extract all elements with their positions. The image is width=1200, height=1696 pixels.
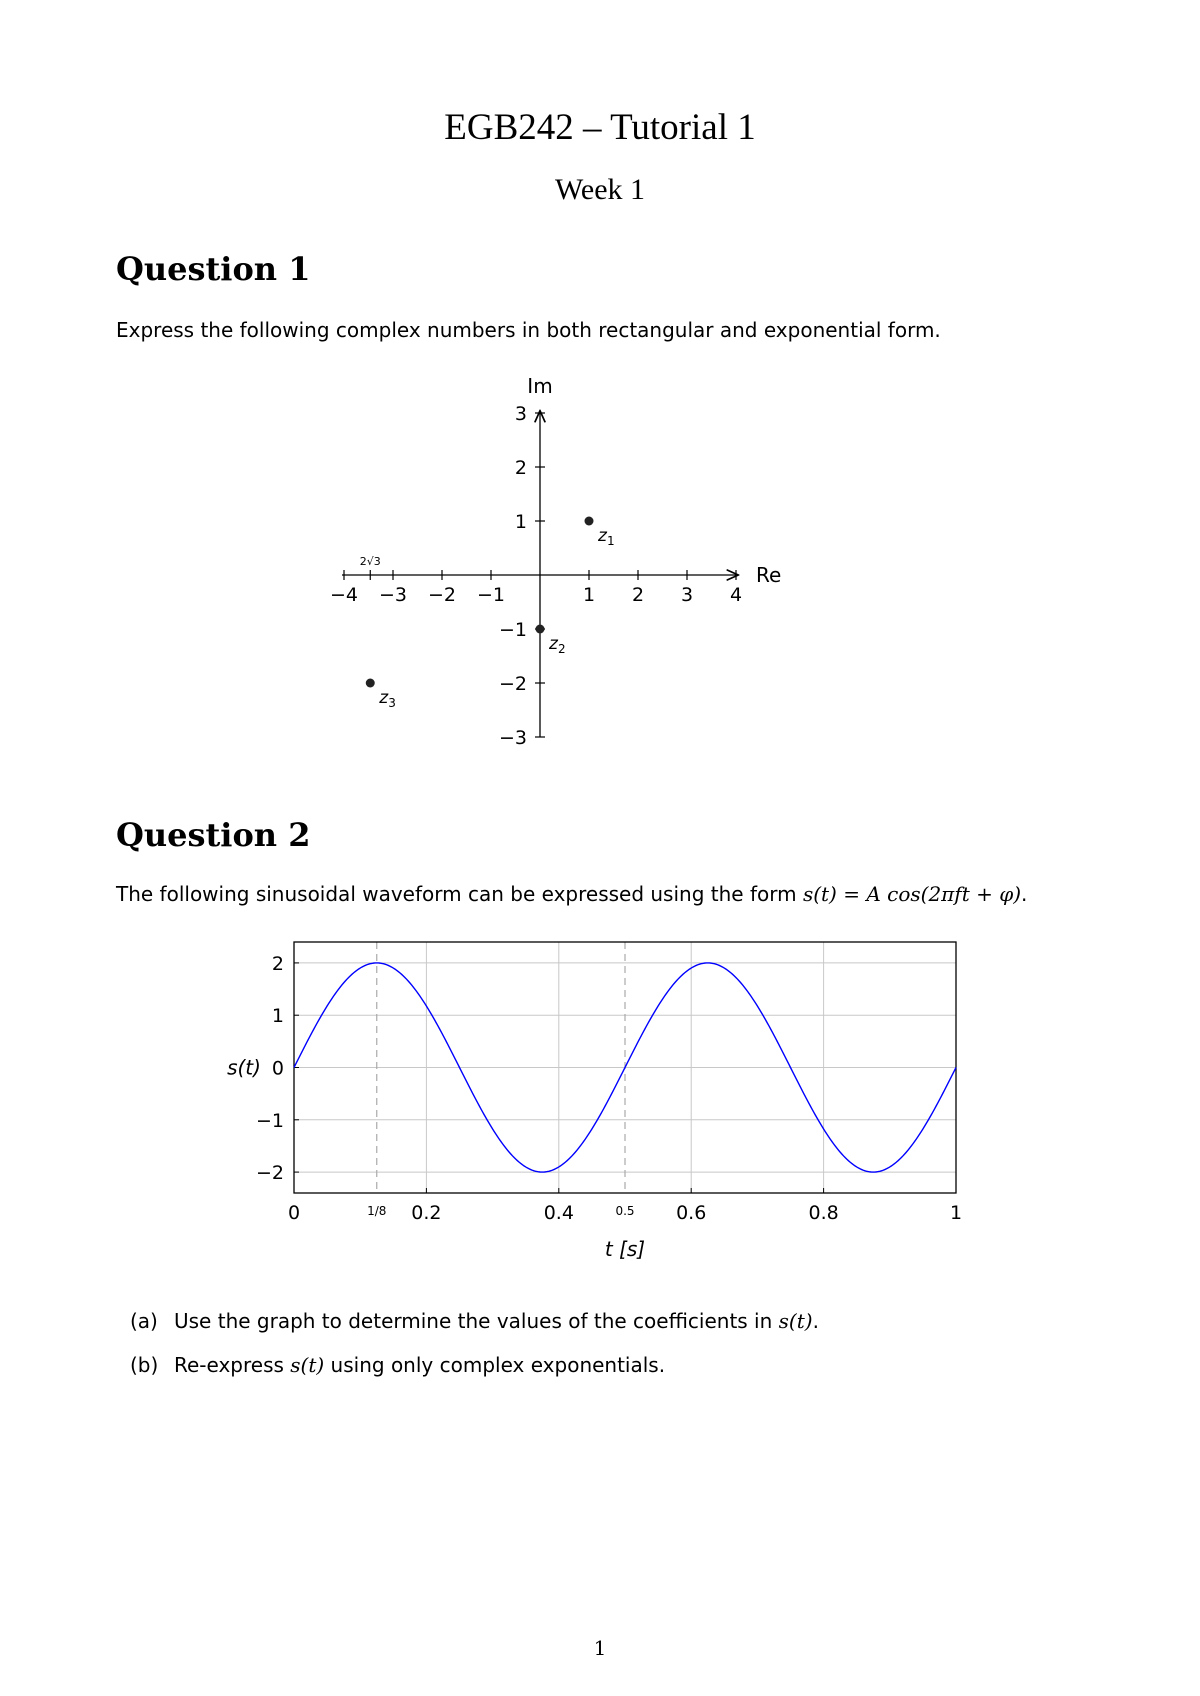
special-tick-label: 2√3 <box>359 555 381 568</box>
question-1-text: Express the following complex numbers in both rectangular and exponential form. <box>116 318 941 342</box>
question-2-part-a <box>130 1309 819 1333</box>
formula-rhs: A cos(2πft + φ) <box>866 882 1022 906</box>
real-axis-label: Re <box>756 563 782 587</box>
y-tick-label: 2 <box>271 952 284 975</box>
question-2-heading: Question 2 <box>116 816 311 854</box>
part-b-label: (b) <box>130 1353 159 1377</box>
point-label-z1: $z_1$ <box>598 526 615 548</box>
x-tick-label: 2 <box>631 584 645 606</box>
question-2-text <box>116 882 1027 906</box>
time-axis-label: t [s] <box>604 1237 646 1261</box>
point-label-subscript: 2 <box>557 642 566 656</box>
point-z3 <box>366 679 375 688</box>
page-subtitle: Week 1 <box>554 173 646 206</box>
part-a-label: (a) <box>130 1309 158 1333</box>
page-title: EGB242 – Tutorial 1 <box>444 107 756 148</box>
imag-axis-label: Im <box>527 374 553 398</box>
point-z1 <box>585 517 594 526</box>
y-tick-label: −2 <box>255 1162 284 1185</box>
page-number: 1 <box>593 1636 607 1660</box>
formula-eq: = <box>836 882 867 906</box>
question-1-heading: Question 1 <box>116 250 311 288</box>
x-tick-label: −4 <box>329 584 359 606</box>
x-tick-label-special: 1/8 <box>367 1204 387 1218</box>
x-tick-label: 0.8 <box>808 1202 839 1224</box>
y-tick-label: 0 <box>271 1057 284 1080</box>
question-2-text-after: . <box>1021 882 1028 906</box>
point-label-z2: $z_2$ <box>549 634 566 656</box>
point-label-subscript: 1 <box>606 534 615 548</box>
point-label-subscript: 3 <box>388 696 396 710</box>
y-tick-label: −3 <box>498 727 527 749</box>
sinusoid-chart <box>210 925 990 1265</box>
y-tick-label: −1 <box>255 1109 284 1132</box>
x-tick-label: 0.6 <box>676 1202 707 1224</box>
question-2-part-b <box>130 1353 665 1377</box>
x-tick-label-special: 0.5 <box>615 1204 635 1218</box>
y-tick-label: −1 <box>498 619 527 641</box>
point-label-z3: $z_3$ <box>379 688 396 710</box>
x-tick-label: 0 <box>287 1202 301 1224</box>
part-a-text: Use the graph to determine the values of the coefficients in <box>174 1309 779 1333</box>
x-tick-label: −1 <box>476 584 506 606</box>
point-z2 <box>536 625 545 634</box>
question-2-text-before: The following sinusoidal waveform can be expressed using the form <box>116 882 803 906</box>
x-tick-label: −2 <box>427 584 457 606</box>
y-tick-label: 1 <box>514 511 527 533</box>
x-tick-label: 0.2 <box>411 1202 442 1224</box>
formula-lhs: s(t) <box>802 882 837 906</box>
part-b-math: s(t) <box>290 1353 325 1377</box>
x-tick-label: 1 <box>582 584 596 606</box>
part-a-math: s(t) <box>778 1309 813 1333</box>
x-tick-label: 4 <box>729 584 743 606</box>
x-tick-label: −3 <box>378 584 408 606</box>
y-tick-label: 1 <box>271 1005 284 1028</box>
signal-axis-label: s(t) <box>227 1055 261 1080</box>
part-b-end: using only complex exponentials. <box>324 1353 666 1377</box>
part-a-end: . <box>812 1309 819 1333</box>
y-tick-label: 3 <box>514 403 527 425</box>
part-b-text: Re-express <box>174 1353 291 1377</box>
y-tick-label: 2 <box>514 457 527 479</box>
x-tick-label: 0.4 <box>543 1202 574 1224</box>
y-tick-label: −2 <box>498 673 527 695</box>
x-tick-label: 1 <box>949 1202 963 1224</box>
x-tick-label: 3 <box>680 584 694 606</box>
complex-plane-chart <box>329 370 840 760</box>
